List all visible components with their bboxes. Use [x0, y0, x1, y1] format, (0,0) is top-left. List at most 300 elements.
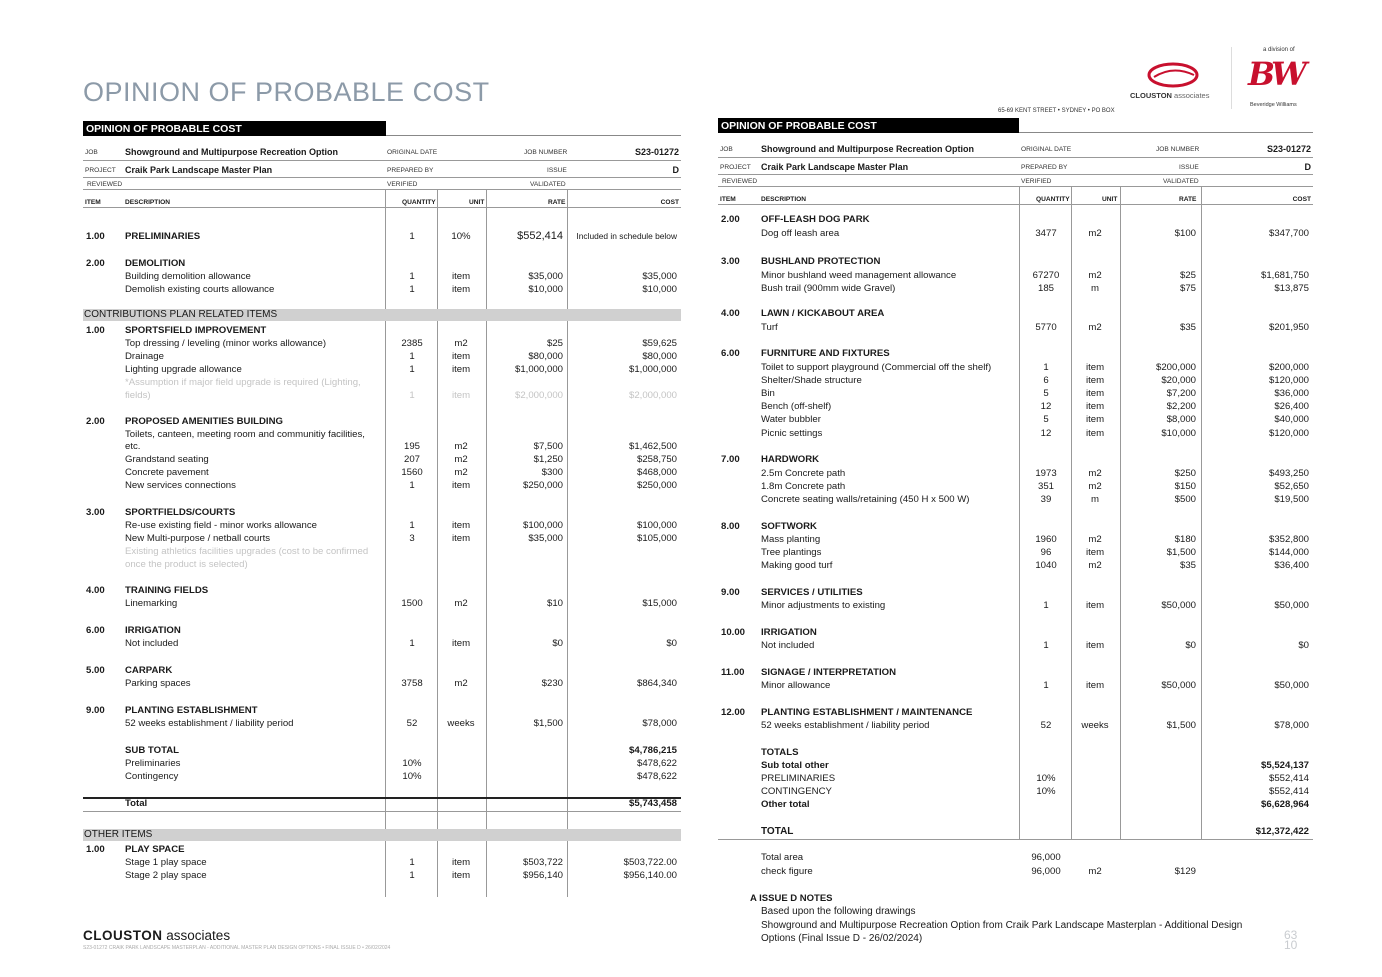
row-cost: $200,000: [1268, 362, 1309, 373]
row-unit: item: [451, 480, 471, 491]
table-row: [718, 307, 1313, 320]
notes-heading: A ISSUE D NOTES: [750, 893, 833, 904]
row-description: SUB TOTAL: [125, 745, 180, 756]
issue-label: ISSUE: [547, 167, 567, 174]
row-cost: $1,000,000: [628, 364, 677, 375]
table-row: [83, 757, 681, 770]
row-description: Toilet to support playground (Commercial off the shelf): [761, 362, 992, 373]
row-quantity: 1: [1043, 600, 1049, 611]
table-row: [718, 719, 1313, 732]
row-description: HARDWORK: [761, 454, 820, 465]
row-quantity: 1: [1043, 362, 1049, 373]
row-description: Bush trail (900mm wide Gravel): [761, 283, 896, 294]
row-description: Linemarking: [125, 598, 178, 609]
row-description: DEMOLITION: [125, 258, 186, 269]
row-unit: m2: [1088, 322, 1102, 333]
row-unit: m2: [454, 598, 468, 609]
table-row: [83, 350, 681, 363]
row-description: PROPOSED AMENITIES BUILDING: [125, 416, 283, 427]
row-rate: $1,000,000: [514, 364, 563, 375]
item-number: 4.00: [86, 585, 105, 596]
row-description: Sub total other: [761, 760, 829, 771]
table-row: [718, 798, 1313, 811]
row-description: Parking spaces: [125, 678, 191, 689]
row-description: Not included: [761, 640, 815, 651]
row-quantity: 1: [409, 480, 415, 491]
table-row: [718, 227, 1313, 240]
row-rate: $25: [1179, 270, 1196, 281]
row-unit: item: [1085, 640, 1105, 651]
table-row: [718, 427, 1313, 440]
division-text: a division of: [1263, 47, 1295, 53]
section-band-contributions: CONTRIBUTIONS PLAN RELATED ITEMS: [83, 309, 681, 321]
verified-label: VERIFIED: [387, 181, 418, 188]
row-description: PRELIMINARIES: [761, 773, 836, 784]
row-description: Contingency: [125, 771, 179, 782]
row-cost: $78,000: [1274, 720, 1309, 731]
table-row: [83, 324, 681, 337]
row-rate: $956,140: [522, 870, 563, 881]
cost-sheet-left: [83, 121, 681, 897]
row-description: Drainage: [125, 351, 164, 362]
table-row: [83, 257, 681, 270]
table-row: [83, 479, 681, 492]
row-quantity: 1: [409, 284, 415, 295]
row-unit: 10%: [451, 231, 471, 242]
row-unit: item: [451, 364, 471, 375]
row-quantity: 3758: [401, 678, 423, 689]
header-rule: [83, 160, 681, 161]
row-cost: $347,700: [1268, 228, 1309, 239]
row-quantity: 1960: [1035, 534, 1057, 545]
row-description: New Multi-purpose / netball courts: [125, 533, 271, 544]
table-row: [718, 347, 1313, 360]
table-row: [718, 825, 1313, 838]
item-number: 4.00: [721, 308, 740, 319]
table-row: [83, 558, 681, 571]
row-description: IRRIGATION: [125, 625, 181, 636]
table-row: [718, 374, 1313, 387]
row-quantity: 5770: [1035, 322, 1057, 333]
row-description: Turf: [761, 322, 778, 333]
table-row: [718, 785, 1313, 798]
row-unit: m2: [1088, 534, 1102, 545]
row-rate: $100,000: [522, 520, 563, 531]
col-unit: UNIT: [469, 199, 485, 206]
row-unit: item: [451, 390, 471, 401]
row-cost: $40,000: [1274, 414, 1309, 425]
row-unit: m2: [1088, 468, 1102, 479]
row-description: TRAINING FIELDS: [125, 585, 209, 596]
row-unit: item: [1085, 547, 1105, 558]
row-description: Grandstand seating: [125, 454, 209, 465]
row-rate: $50,000: [1161, 680, 1196, 691]
row-rate: $500: [1174, 494, 1196, 505]
row-rate: $75: [1179, 283, 1196, 294]
row-cost: $250,000: [636, 480, 677, 491]
item-number: 12.00: [721, 707, 746, 718]
title-rule: [386, 135, 681, 136]
col-quantity: QUANTITY: [402, 199, 436, 206]
header-rule: [83, 189, 681, 190]
row-quantity: 6: [1043, 375, 1049, 386]
row-description: Total: [125, 798, 148, 809]
row-description: PLAY SPACE: [125, 844, 185, 855]
table-row: [718, 639, 1313, 652]
row-cost: $468,000: [636, 467, 677, 478]
col-unit: UNIT: [1102, 196, 1118, 203]
row-unit: m2: [1088, 228, 1102, 239]
row-quantity: 1: [409, 857, 415, 868]
row-rate: $2,200: [1166, 401, 1196, 412]
row-unit: item: [1085, 362, 1105, 373]
row-quantity: 96: [1040, 547, 1052, 558]
row-rate: $1,500: [533, 718, 563, 729]
sheet-title: OPINION OF PROBABLE COST: [83, 121, 386, 136]
table-row: [83, 506, 681, 519]
table-row: [718, 599, 1313, 612]
total-rule-bottom: [83, 811, 681, 812]
col-item: ITEM: [720, 196, 736, 203]
row-cost: $258,750: [636, 454, 677, 465]
table-row: [718, 865, 1313, 878]
row-quantity: 351: [1037, 481, 1054, 492]
row-rate: $200,000: [1155, 362, 1196, 373]
table-row: [83, 519, 681, 532]
row-description: LAWN / KICKABOUT AREA: [761, 308, 885, 319]
row-cost: $503,722.00: [623, 857, 677, 868]
item-number: 11.00: [721, 667, 745, 678]
table-row: [718, 520, 1313, 533]
bw-logo-icon: BW: [1248, 55, 1303, 93]
page-number: 63 10: [1284, 928, 1298, 952]
row-quantity: 10%: [402, 758, 422, 769]
table-row: [83, 597, 681, 610]
row-rate: $0: [1185, 640, 1196, 651]
row-description: Demolish existing courts allowance: [125, 284, 275, 295]
row-description: TOTAL: [761, 826, 794, 837]
row-unit: m2: [1088, 481, 1102, 492]
row-unit: m2: [454, 454, 468, 465]
notes-line: Showground and Multipurpose Recreation Option from Craik Park Landscape Masterplan - Additional Design: [761, 919, 1243, 931]
row-rate: $552,414: [517, 230, 563, 242]
item-number: 9.00: [86, 705, 105, 716]
row-description: Stage 1 play space: [125, 857, 207, 868]
row-cost: $100,000: [636, 520, 677, 531]
sheet-title: OPINION OF PROBABLE COST: [718, 118, 1019, 133]
validated-label: VALIDATED: [530, 181, 566, 188]
row-rate: $25: [546, 338, 563, 349]
row-description: Total area: [761, 852, 804, 863]
row-cost: $552,414: [1268, 773, 1309, 784]
row-description: Shelter/Shade structure: [761, 375, 862, 386]
row-quantity: 1500: [401, 598, 423, 609]
row-cost: $6,628,964: [1260, 799, 1309, 810]
table-row: [718, 679, 1313, 692]
table-row: [718, 666, 1313, 679]
row-quantity: 12: [1040, 401, 1052, 412]
row-description: New services connections: [125, 480, 236, 491]
row-quantity: 52: [406, 718, 418, 729]
table-row: [718, 759, 1313, 772]
row-quantity: 5: [1043, 388, 1049, 399]
row-rate: $20,000: [1161, 375, 1196, 386]
footer-subline: S23-01272 CRAIK PARK LANDSCAPE MASTERPLAN - ADDITIONAL MASTER PLAN DESIGN OPTIONS • FINAL ISSUE D • 26/02/2024: [83, 945, 391, 951]
row-description: PLANTING ESTABLISHMENT: [125, 705, 258, 716]
table-row: [718, 361, 1313, 374]
row-quantity: 1: [409, 520, 415, 531]
row-cost: $493,250: [1268, 468, 1309, 479]
table-row: [718, 269, 1313, 282]
row-cost: $35,000: [642, 271, 677, 282]
row-description: SERVICES / UTILITIES: [761, 587, 863, 598]
row-rate: $1,250: [533, 454, 563, 465]
table-row: [718, 851, 1313, 864]
verified-label: VERIFIED: [1021, 178, 1052, 185]
item-number: 1.00: [86, 231, 105, 242]
row-quantity: 96,000: [1031, 866, 1061, 877]
row-description: Mass planting: [761, 534, 821, 545]
row-unit: item: [1085, 375, 1105, 386]
row-unit: item: [1085, 401, 1105, 412]
table-row: [83, 843, 681, 856]
reviewed-label: REVIEWED: [722, 178, 758, 185]
row-description: 52 weeks establishment / liability period: [125, 718, 294, 729]
table-row: [718, 387, 1313, 400]
row-quantity: 1: [1043, 680, 1049, 691]
row-quantity: 1: [409, 231, 415, 242]
table-row: [718, 586, 1313, 599]
validated-label: VALIDATED: [1163, 178, 1199, 185]
row-unit: m2: [454, 338, 468, 349]
project-label: PROJECT: [720, 164, 751, 171]
row-description: Top dressing / leveling (minor works allowance): [125, 338, 327, 349]
row-rate: $0: [552, 638, 563, 649]
row-cost: Included in schedule below: [576, 231, 677, 241]
row-rate: $10,000: [528, 284, 563, 295]
header-rule: [718, 174, 1313, 175]
table-row: [83, 532, 681, 545]
table-row: [718, 626, 1313, 639]
row-quantity: 1560: [401, 467, 423, 478]
row-unit: item: [1085, 428, 1105, 439]
item-number: 1.00: [86, 325, 105, 336]
item-number: 10.00: [721, 627, 746, 638]
row-cost: $59,625: [642, 338, 677, 349]
table-row: [718, 559, 1313, 572]
logo-block: [1130, 45, 1330, 115]
row-cost: $50,000: [1274, 680, 1309, 691]
row-unit: m2: [454, 678, 468, 689]
col-description: DESCRIPTION: [125, 199, 171, 206]
row-unit: m2: [454, 441, 468, 452]
row-rate: $35: [1179, 560, 1196, 571]
row-description: Minor bushland weed management allowance: [761, 270, 957, 281]
row-cost: $144,000: [1268, 547, 1309, 558]
original-date-label: ORIGINAL DATE: [1021, 146, 1072, 153]
row-unit: m: [1091, 283, 1099, 294]
job-number-label: JOB NUMBER: [1156, 146, 1200, 153]
row-quantity: 185: [1037, 283, 1054, 294]
row-quantity: 5: [1043, 414, 1049, 425]
table-row: [83, 717, 681, 730]
item-number: 2.00: [86, 258, 105, 269]
item-number: 6.00: [721, 348, 740, 359]
row-cost: $36,000: [1274, 388, 1309, 399]
item-number: 6.00: [86, 625, 105, 636]
row-description: Bin: [761, 388, 775, 399]
row-quantity: 1: [409, 271, 415, 282]
row-cost: $5,743,458: [628, 798, 677, 809]
row-description: IRRIGATION: [761, 627, 817, 638]
row-unit: item: [1085, 414, 1105, 425]
row-unit: weeks: [447, 718, 475, 729]
header-rule: [718, 157, 1313, 158]
row-cost: $26,400: [1274, 401, 1309, 412]
issue-value: D: [1304, 162, 1311, 172]
item-number: 2.00: [721, 214, 740, 225]
row-description: OFF-LEASH DOG PARK: [761, 214, 870, 225]
row-quantity: 1: [409, 390, 415, 401]
row-description: 2.5m Concrete path: [761, 468, 846, 479]
col-rate: RATE: [548, 199, 566, 206]
issue-value: D: [672, 165, 679, 175]
table-row: [83, 624, 681, 637]
row-quantity: 1040: [1035, 560, 1057, 571]
row-quantity: 39: [1040, 494, 1052, 505]
row-cost: $4,786,215: [628, 745, 677, 756]
table-row: [83, 797, 681, 810]
row-description: 1.8m Concrete path: [761, 481, 846, 492]
row-quantity: 52: [1040, 720, 1052, 731]
table-row: [718, 533, 1313, 546]
row-description: once the product is selected): [125, 559, 248, 570]
item-number: 2.00: [86, 416, 105, 427]
row-description: Concrete seating walls/retaining (450 H x 500 W): [761, 494, 970, 505]
row-description: Other total: [761, 799, 810, 810]
row-quantity: 1: [409, 351, 415, 362]
table-row: [83, 770, 681, 783]
col-rate: RATE: [1179, 196, 1197, 203]
row-rate: $250: [1174, 468, 1196, 479]
row-unit: item: [1085, 388, 1105, 399]
row-description: Re-use existing field - minor works allowance: [125, 520, 317, 531]
row-description: Stage 2 play space: [125, 870, 207, 881]
item-number: 3.00: [86, 507, 105, 518]
job-label: JOB: [720, 146, 733, 153]
row-rate: $2,000,000: [514, 390, 563, 401]
row-quantity: 1: [409, 364, 415, 375]
row-quantity: 3: [409, 533, 415, 544]
row-unit: item: [451, 870, 471, 881]
row-rate: $129: [1174, 866, 1196, 877]
row-description: PRELIMINARIES: [125, 231, 201, 242]
column-header-rule: [718, 204, 1313, 205]
table-row: [718, 706, 1313, 719]
row-cost: $0: [1298, 640, 1309, 651]
table-row: [83, 283, 681, 296]
table-row: [718, 546, 1313, 559]
section-band-other: OTHER ITEMS: [83, 829, 681, 841]
row-rate: $7,200: [1166, 388, 1196, 399]
row-quantity: 1: [409, 638, 415, 649]
header-rule: [718, 186, 1313, 187]
table-row: [718, 453, 1313, 466]
row-description: CONTINGENCY: [761, 786, 832, 797]
row-description: Toilets, canteen, meeting room and communitiy facilities,: [125, 429, 365, 440]
table-row: [83, 440, 681, 453]
table-row: [83, 584, 681, 597]
row-quantity: 1: [1043, 640, 1049, 651]
col-description: DESCRIPTION: [761, 196, 807, 203]
row-cost: $1,462,500: [628, 441, 677, 452]
row-description: BUSHLAND PROTECTION: [761, 256, 881, 267]
cost-sheet-right: [718, 118, 1313, 877]
row-rate: $1,500: [1166, 720, 1196, 731]
notes-line: Options (Final Issue D - 26/02/2024): [761, 932, 923, 944]
row-description: Bench (off-shelf): [761, 401, 832, 412]
row-unit: m2: [1088, 270, 1102, 281]
row-cost: $80,000: [642, 351, 677, 362]
row-quantity: 67270: [1032, 270, 1060, 281]
job-number-value: S23-01272: [1266, 144, 1311, 154]
table-row: [83, 415, 681, 428]
table-row: [83, 363, 681, 376]
row-quantity: 12: [1040, 428, 1052, 439]
col-cost: COST: [660, 199, 679, 206]
job-number-label: JOB NUMBER: [524, 149, 568, 156]
table-row: [718, 746, 1313, 759]
row-rate: $10: [546, 598, 563, 609]
row-unit: m2: [454, 467, 468, 478]
row-cost: $2,000,000: [628, 390, 677, 401]
row-cost: $478,622: [636, 771, 677, 782]
table-row: [83, 744, 681, 757]
row-quantity: 10%: [1036, 773, 1056, 784]
row-unit: item: [451, 351, 471, 362]
project-label: PROJECT: [85, 167, 116, 174]
col-quantity: QUANTITY: [1036, 196, 1070, 203]
row-description: Existing athletics facilities upgrades (cost to be confirmed: [125, 546, 369, 557]
table-row: [718, 467, 1313, 480]
row-rate: $230: [541, 678, 563, 689]
bw-caption: Beveridge Williams: [1250, 102, 1297, 108]
row-rate: $250,000: [522, 480, 563, 491]
row-cost: $5,524,137: [1260, 760, 1309, 771]
table-row: [718, 282, 1313, 295]
row-rate: $100: [1174, 228, 1196, 239]
row-cost: $19,500: [1274, 494, 1309, 505]
row-quantity: 1973: [1035, 468, 1057, 479]
row-cost: $1,681,750: [1260, 270, 1309, 281]
table-row: [83, 664, 681, 677]
row-description: Minor adjustments to existing: [761, 600, 886, 611]
table-row: [718, 772, 1313, 785]
item-number: 3.00: [721, 256, 740, 267]
row-quantity: 96,000: [1031, 852, 1061, 863]
table-row: [83, 337, 681, 350]
row-unit: m2: [1088, 866, 1102, 877]
row-cost: $552,414: [1268, 786, 1309, 797]
job-value: Showground and Multipurpose Recreation Option: [125, 147, 338, 157]
row-cost: $120,000: [1268, 375, 1309, 386]
row-cost: $52,650: [1274, 481, 1309, 492]
row-quantity: 207: [403, 454, 420, 465]
table-row: [83, 637, 681, 650]
table-row: [83, 677, 681, 690]
row-description: Picnic settings: [761, 428, 823, 439]
clouston-logo-icon: [1146, 61, 1200, 89]
